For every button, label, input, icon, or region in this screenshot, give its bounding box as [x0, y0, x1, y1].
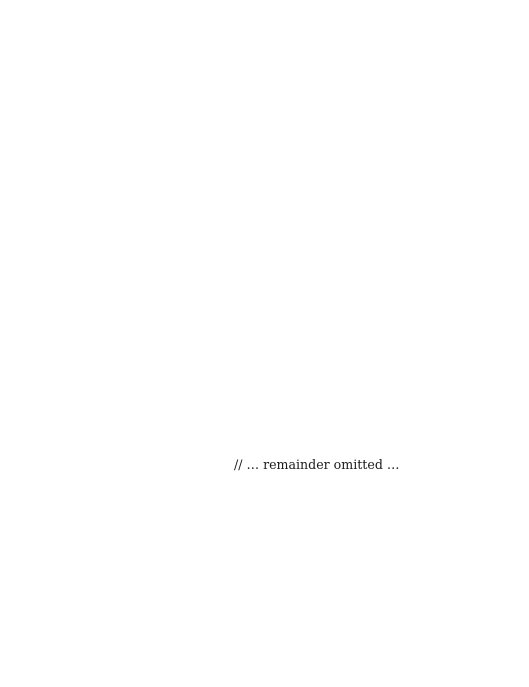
- chief-editor-row: [75, 410, 457, 432]
- participants-list: // … remainder omitted …: [234, 457, 400, 472]
- page-title: [0, 93, 529, 113]
- participants-row: [75, 432, 457, 454]
